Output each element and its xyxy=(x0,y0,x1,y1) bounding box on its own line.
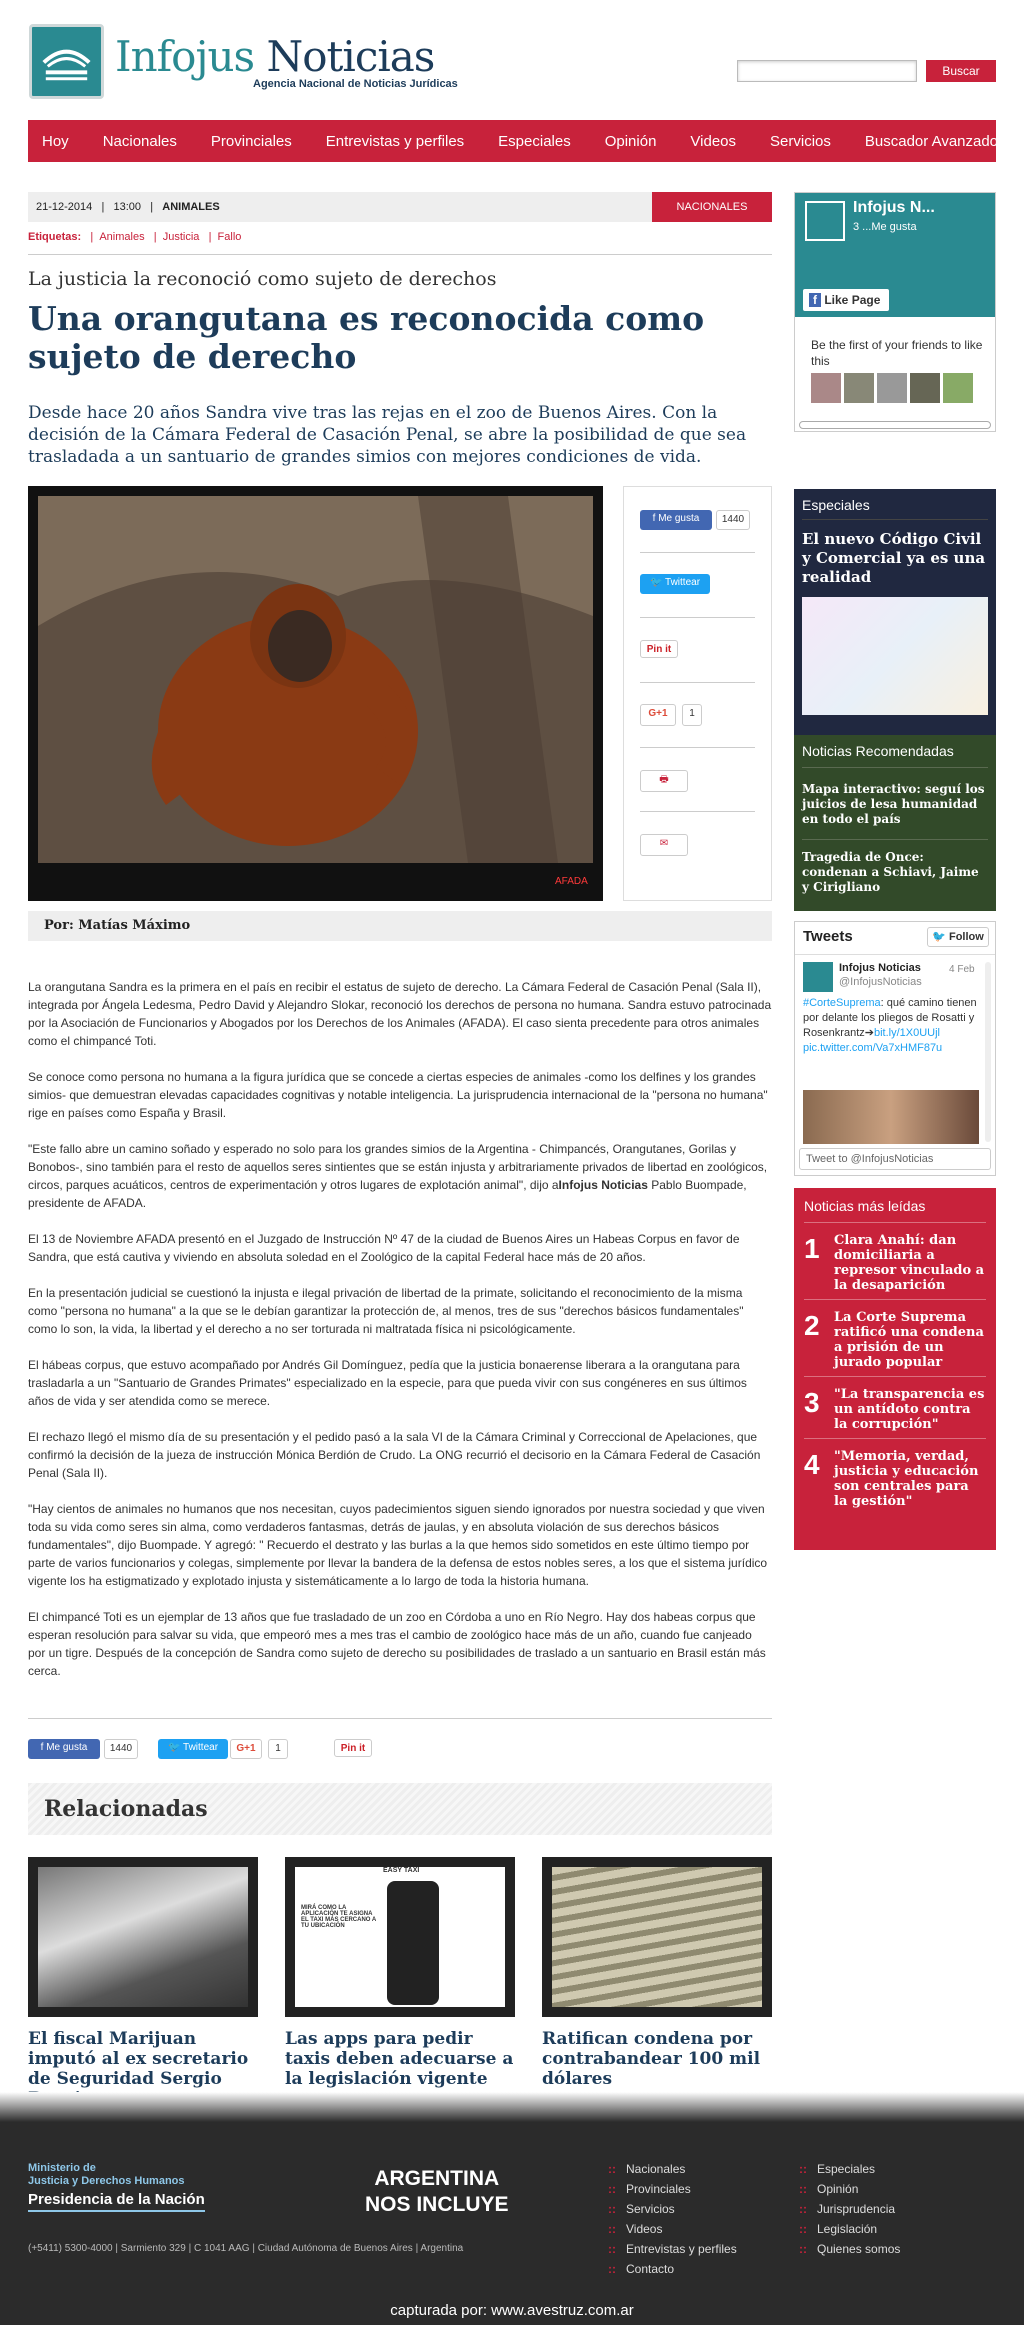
capture-credit: capturada por: www.avestruz.com.ar xyxy=(390,2302,634,2319)
avatar[interactable] xyxy=(943,373,973,403)
related-title[interactable]: Las apps para pedir taxis deben adecuarse a la legislación vigente xyxy=(285,2029,514,2089)
like-count: 1440 xyxy=(716,510,750,530)
most-read-number: 3 xyxy=(804,1387,820,1418)
footer-link[interactable]: :: Videos xyxy=(608,2222,662,2236)
tweet-user[interactable]: Infojus Noticias xyxy=(839,962,921,974)
facebook-like-button[interactable]: f Me gusta xyxy=(640,510,712,530)
argentina-logo[interactable]: ARGENTINA NOS INCLUYE xyxy=(365,2167,509,2216)
photo-credit: AFADA xyxy=(555,876,588,887)
related-title[interactable]: El fiscal Marijuan imputó al ex secretario de Seguridad Sergio xyxy=(28,2029,249,2089)
most-read-text[interactable]: La Corte Suprema ratificó una condena a prisión de un jurado popular xyxy=(834,1310,984,1370)
recommended-box xyxy=(794,735,996,911)
recommended-title: Noticias Recomendadas xyxy=(802,743,988,768)
tweet-handle[interactable]: @InfojusNoticias xyxy=(839,976,922,988)
facebook-cover xyxy=(795,193,995,317)
gplus-button[interactable]: G+1 xyxy=(640,704,676,726)
footer-link[interactable]: :: Entrevistas y perfiles xyxy=(608,2242,737,2256)
divider xyxy=(640,811,755,812)
tweet-date[interactable]: 4 Feb xyxy=(949,964,975,975)
paragraph: El rechazo llegó el mismo día de su presentación y el pedido pasó a la sala VI de la Cámara Criminal y Correccional de Apelaciones, que confirmó la decisión de la jueza de instrucción Mónica Berdión de Crudo. La ONG recurrió el decisorio en la Cámara Federal de Casación Penal (Sala II). xyxy=(28,1430,761,1480)
nav-item-opinion[interactable]: Opinión xyxy=(604,132,657,150)
facebook-avatar xyxy=(805,201,845,241)
tweet-text: #CorteSuprema: qué camino tienen por delante los pliegos de Rosatti y Rosenkrantz➔bit.ly/1X0UUjl pic.twitter.com/Va7xHMF87u xyxy=(803,997,977,1054)
paragraph: El chimpancé Toti es un ejemplar de 13 años que fue trasladado de un zoo en Córdoba a uno en Río Negro. Hay dos habeas corpus que esperan resolución para salvar su vida, que empeoró mes a mes tras el cambio de zoológico hace más de un año, cuando fue canjeado por un tigre. Después de la concepción de Sandra como sujeto de derecho su posibilidades de traslado a un santuario en Brasil están más cerca. xyxy=(28,1610,766,1678)
tweet-avatar[interactable] xyxy=(803,962,833,992)
related-header: Relacionadas xyxy=(28,1783,772,1835)
footer-link[interactable]: :: Quienes somos xyxy=(799,2242,900,2256)
logo-title[interactable] xyxy=(115,32,434,81)
email-icon[interactable]: ✉ xyxy=(640,834,688,856)
logo-title-a: Infojus xyxy=(115,32,255,81)
facebook-likes: 3 ...Me gusta xyxy=(853,221,917,233)
footer-link[interactable]: :: Servicios xyxy=(608,2202,675,2216)
related-image[interactable] xyxy=(542,1857,772,2017)
facebook-page-name[interactable]: Infojus N... xyxy=(853,199,935,216)
avatar[interactable] xyxy=(844,373,874,403)
footer-link[interactable]: :: Nacionales xyxy=(608,2162,685,2176)
facebook-icon: f xyxy=(809,293,821,307)
especiales-headline[interactable]: El nuevo Código Civil y Comercial ya es una realidad xyxy=(802,530,986,586)
app-brand: EASY TAXI xyxy=(383,1867,420,1874)
article-lead: Desde hace 20 años Sandra vive tras las rejas en el zoo de Buenos Aires. Con la decisión de la Cámara Federal de Casación Penal, se abre la posibilidad de que sea trasladada a un santuario de grandes simios con mejores condiciones de vida. xyxy=(28,403,747,467)
paragraph-bold: Infojus Noticias xyxy=(558,1178,648,1192)
facebook-friends-text: Be the first of your friends to like this xyxy=(811,338,983,368)
twitter-icon: 🐦 xyxy=(649,577,666,588)
search-button[interactable]: Buscar xyxy=(926,60,996,82)
paragraph: "Hay cientos de animales no humanos que nos necesitan, cuyos padecimientos siguen siendo ignorados por nuestra sociedad y que viven toda su vida como seres sin alma, como verdaderos fantasmas, detrás de jaulas, y en absoluta violación de sus derechos básicos fundamentales", dijo Buompade. Y agregó: " Recuerdo el destrato y las burlas a la que hemos sido sometidos en este último tiempo por parte de varios funcionarios y colegas, simplemente por llevar la bandera de la defensa de estos nobles seres, a los que el sistema jurídico vigente los ha estigmatizado y explotado injusta y sistemáticamente a lo largo de toda la historia humana. xyxy=(28,1502,768,1588)
avatar[interactable] xyxy=(877,373,907,403)
paragraph: Se conoce como persona no humana a la figura jurídica que se concede a ciertas especies de animales -como los delfines y los grandes simios- que demuestran elevadas capacidades cognitivas y notable inteligencia. La jurisprudencia internacional de la "persona no humana" rige en países como España y Brasil. xyxy=(28,1070,768,1120)
tag-link[interactable]: Animales xyxy=(99,231,145,243)
app-ad-text: MIRÁ COMO LA APLICACIÓN TE ASIGNA EL TAXI MÁS CERCANO A TU UBICACIÓN xyxy=(301,1905,377,1929)
tags: Etiquetas: | Animales | Justicia | Fallo xyxy=(28,231,242,243)
article-section: ANIMALES xyxy=(162,201,220,213)
facebook-like-button[interactable]: f Me gusta xyxy=(28,1739,100,1759)
phone-image xyxy=(387,1881,439,2005)
most-read-box xyxy=(794,1188,996,1550)
horizontal-scrollbar[interactable] xyxy=(799,421,991,429)
tweet-to-input[interactable]: Tweet to @InfojusNoticias xyxy=(799,1148,991,1170)
nav-item-provinciales[interactable]: Provinciales xyxy=(210,132,292,150)
paragraph: En la presentación judicial se cuestionó la injusta e ilegal privación de libertad de la primate, solicitando el reconocimiento de la misma como "persona no humana" a la que se le debían garantizar la protección de, al menos, tres de sus "derechos básicos fundamentales" como lo son, la vida, la libertad y el derecho a no ser torturada ni maltratada física ni psicológicamente. xyxy=(28,1286,744,1336)
facebook-widget xyxy=(794,192,996,432)
vertical-scrollbar[interactable] xyxy=(985,962,991,1142)
article-time: 13:00 xyxy=(113,201,142,213)
tags-label: Etiquetas: xyxy=(28,231,82,243)
most-read-title: Noticias más leídas xyxy=(804,1198,986,1223)
like-count: 1440 xyxy=(104,1739,138,1759)
nav-item-entrevistas[interactable]: Entrevistas y perfiles xyxy=(325,132,465,150)
nav-item-hoy[interactable]: Hoy xyxy=(42,132,69,150)
most-read-item[interactable] xyxy=(804,1377,986,1439)
main-nav xyxy=(28,120,999,162)
twitter-button[interactable]: 🐦 Twittear xyxy=(158,1739,228,1759)
twitter-widget xyxy=(794,921,996,1176)
article-headline: Una orangutana es reconocida como sujeto de derecho xyxy=(28,299,705,376)
article-kicker: La justicia la reconoció como sujeto de derechos xyxy=(28,268,497,290)
nav-item-nacionales[interactable]: Nacionales xyxy=(102,132,177,150)
paragraph: El hábeas corpus, que estuvo acompañado por Andrés Gil Domínguez, pedía que la justicia bonaerense liberara a la orangutana para trasladarla a un "Santuario de Grandes Primates" especializado en la especie, para que pueda vivir con sus congéneres en sus últimos años de vida y ser atendida como se merece. xyxy=(28,1358,747,1408)
related-image[interactable] xyxy=(28,1857,258,2017)
article-date: 21-12-2014 xyxy=(36,201,93,213)
gplus-button[interactable]: G+1 xyxy=(230,1739,262,1759)
most-read-number: 4 xyxy=(804,1449,820,1480)
divider xyxy=(28,254,772,255)
facebook-icon: f xyxy=(652,513,659,524)
gplus-count: 1 xyxy=(268,1739,288,1759)
print-icon[interactable]: 🖶 xyxy=(640,770,688,792)
logo-icon[interactable] xyxy=(29,24,104,99)
presidency-logo[interactable]: Presidencia de la Nación xyxy=(28,2191,205,2212)
most-read-text[interactable]: "La transparencia es un antídoto contra la corrupción" xyxy=(834,1387,985,1432)
most-read-item[interactable] xyxy=(804,1223,986,1300)
facebook-friend-avatars xyxy=(811,373,973,403)
most-read-text[interactable]: Clara Anahí: dan domiciliaria a represor vinculado a la desaparición xyxy=(834,1233,985,1293)
paragraph: La orangutana Sandra es la primera en el país en recibir el estatus de sujeto de derecho. La Cámara Federal de Casación Penal (Sala II), integrada por Ángela Ledesma, Pedro David y Alejandro Slokar, reconoció los derechos de persona no humana. Sandra estuvo patrocinada por la Asociación de Funcionarios y Abogados por los Derechos de los Animales (AFADA). El caso sienta precedente para otros animales como el chimpancé Toti. xyxy=(28,980,772,1048)
footer-link[interactable]: :: Contacto xyxy=(608,2262,674,2276)
avatar[interactable] xyxy=(811,373,841,403)
related-card[interactable] xyxy=(285,1857,515,2089)
nav-item-especiales[interactable]: Especiales xyxy=(498,132,571,150)
ministry-logo[interactable]: Ministerio de Justicia y Derechos Humanos xyxy=(28,2162,185,2187)
footer xyxy=(0,2122,1024,2325)
paragraph: El 13 de Noviembre AFADA presentó en el Juzgado de Instrucción Nº 47 de la ciudad de Buenos Aires un Habeas Corpus en favor de Sandra, que está cautiva y viviendo en absoluta soledad en el Zoológico de la capital Federal hace más de 20 años. xyxy=(28,1232,740,1264)
tweets-title: Tweets xyxy=(803,928,853,945)
tweet-image[interactable] xyxy=(803,1090,979,1144)
article-meta: 21-12-2014 | 13:00 | ANIMALES xyxy=(28,192,772,222)
footer-link[interactable]: :: Opinión xyxy=(799,2182,858,2196)
most-read-text[interactable]: "Memoria, verdad, justicia y educación son centrales para la gestión" xyxy=(834,1449,979,1509)
nav-item-servicios[interactable]: Servicios xyxy=(770,132,831,150)
search-input[interactable] xyxy=(737,60,917,82)
most-read-number: 1 xyxy=(804,1233,820,1264)
divider xyxy=(640,747,755,748)
article-photo xyxy=(28,486,603,901)
paragraph: "Este fallo abre un camino soñado y esperado no solo para los grandes simios de la Argentina - Chimpancés, Orangutanes, Gorilas y Bonobos-, sino también para el resto de aquellos seres sintientes que se están injusta y arbitrariamente privados de libertad en zoológicos, circos, parques acuáticos, centros de experimentación y otros lugares de explotación animal", dijo aInfojus Noticias Pablo Buompade, presidente de AFADA. xyxy=(28,1142,768,1210)
recommended-item[interactable]: Tragedia de Once: condenan a Schiavi, Jaime y Cirigliano xyxy=(802,850,979,894)
category-badge[interactable]: NACIONALES xyxy=(652,192,772,222)
twitter-icon: 🐦 xyxy=(932,931,946,943)
pinterest-button[interactable]: Pin it xyxy=(640,640,678,658)
footer-link[interactable]: :: Especiales xyxy=(799,2162,875,2176)
divider xyxy=(640,682,755,683)
most-read-number: 2 xyxy=(804,1310,820,1341)
byline: Por: Matías Máximo xyxy=(28,911,772,941)
footer-link[interactable]: :: Jurisprudencia xyxy=(799,2202,895,2216)
related-card[interactable] xyxy=(28,1857,258,2109)
logo-title-b: Noticias xyxy=(266,32,435,81)
gplus-count: 1 xyxy=(682,704,702,726)
article-body xyxy=(28,978,772,1698)
tag-link[interactable]: Justicia xyxy=(162,231,200,243)
tag-link[interactable]: Fallo xyxy=(217,231,242,243)
nav-item-buscador[interactable]: Buscador Avanzado xyxy=(864,132,999,150)
recommended-item[interactable]: Mapa interactivo: seguí los juicios de lesa humanidad en todo el país xyxy=(802,782,988,840)
especiales-title[interactable]: Especiales xyxy=(802,497,988,520)
footer-address: (+5411) 5300-4000 | Sarmiento 329 | C 1041 AAG | Ciudad Autónoma de Buenos Aires | Argentina xyxy=(28,2243,464,2254)
most-read-item[interactable] xyxy=(804,1300,986,1377)
nav-item-videos[interactable]: Videos xyxy=(690,132,737,150)
facebook-icon: f xyxy=(40,1742,47,1753)
most-read-item[interactable] xyxy=(804,1439,986,1515)
avatar[interactable] xyxy=(910,373,940,403)
divider xyxy=(795,954,995,955)
bottom-share-bar xyxy=(28,1739,772,1761)
footer-link[interactable]: :: Provinciales xyxy=(608,2182,691,2196)
related-card[interactable] xyxy=(542,1857,772,2089)
especiales-box xyxy=(794,489,996,743)
footer-link[interactable]: :: Legislación xyxy=(799,2222,877,2236)
related-image[interactable] xyxy=(285,1857,515,2017)
divider xyxy=(640,617,755,618)
twitter-icon: 🐦 xyxy=(167,1742,184,1753)
divider xyxy=(28,1718,772,1719)
logo-subtitle: Agencia Nacional de Noticias Jurídicas xyxy=(253,78,458,90)
follow-button[interactable]: 🐦 Follow xyxy=(927,927,989,947)
facebook-like-page-button[interactable]: f Like Page xyxy=(803,289,889,311)
especiales-image[interactable] xyxy=(802,597,988,715)
related-title[interactable]: Ratifican condena por contrabandear 100 mil dólares xyxy=(542,2029,761,2089)
footer-fade xyxy=(0,2092,1024,2122)
divider xyxy=(640,552,755,553)
twitter-button[interactable]: 🐦 Twittear xyxy=(640,574,710,594)
pinterest-button[interactable]: Pin it xyxy=(334,1739,372,1757)
